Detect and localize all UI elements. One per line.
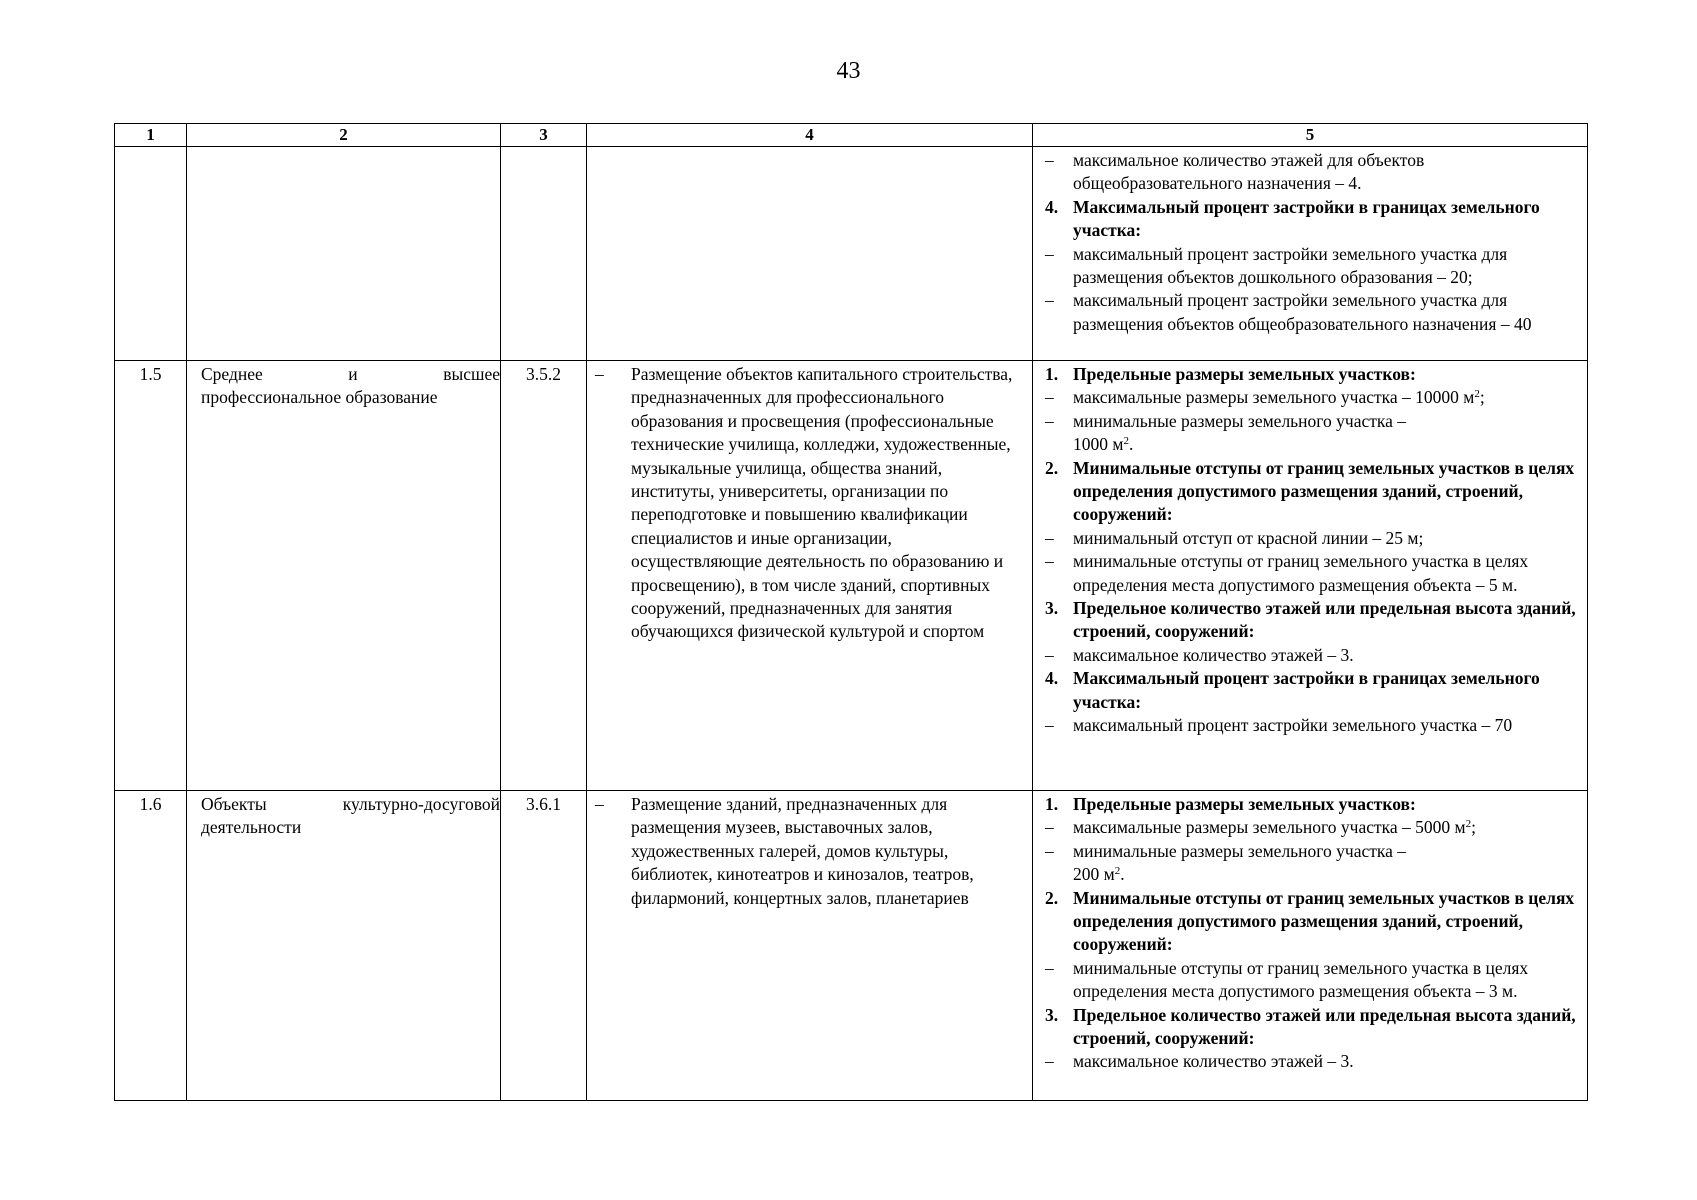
use-code: 3.5.2 bbox=[501, 361, 587, 791]
list-item: 3. Предельное количество этажей или предельная высота зданий, строений, сооружений: bbox=[1045, 598, 1576, 642]
dash-mark: – bbox=[595, 364, 604, 384]
table-row-continuation bbox=[115, 147, 1588, 361]
parameters-cell bbox=[1033, 147, 1588, 361]
column-header: 2 bbox=[187, 124, 501, 147]
column-header: 1 bbox=[115, 124, 187, 147]
parameters-cell: 1. Предельные размеры земельных участков: – максимальные размеры земельного участка – 5000 $м^2$; – минимальные размеры земельного участка – 200 $м^2$. 2. Минимальные отступы от границ земельных участков в целях определения допустимого размещения зданий, строений, сооружений: – минимальные отступы от границ земельного участка в целях определения места допустимого размещения объекта – 3 м. 3. Предельное количество этажей или предельная высота зданий, строений, сооружений: – максимальное количество этажей – 3. bbox=[1033, 791, 1588, 1101]
list-item: – максимальные размеры земельного участка – 5000 $м^2$; bbox=[1045, 817, 1476, 838]
list-item: 2. Минимальные отступы от границ земельных участков в целях определения допустимого размещения зданий, строений, сооружений: bbox=[1045, 457, 1575, 525]
list-item: 3. Предельное количество этажей или предельная высота зданий, строений, сооружений: bbox=[1045, 1004, 1576, 1049]
dash-mark: – bbox=[595, 794, 604, 814]
table-row bbox=[115, 361, 1588, 791]
list-item: – максимальное количество этажей для объектов общеобразовательного назначения – 4. bbox=[1041, 149, 1581, 196]
list-item: – минимальные отступы от границ земельного участка в целях определения места допустимого размещения объекта – 5 м. bbox=[1045, 551, 1529, 595]
list-item: 4. Максимальный процент застройки в границах земельного участка: bbox=[1045, 196, 1540, 241]
regulations-table bbox=[114, 123, 1588, 1101]
list-item: – максимальный процент застройки земельного участка – 70 bbox=[1045, 715, 1513, 736]
use-type-name: Объекты культурно-досуговой деятельности bbox=[187, 791, 501, 1101]
list-item: 4. Максимальный процент застройки в границах земельного участка: bbox=[1045, 668, 1540, 712]
list-item: – максимальный процент застройки земельного участка для размещения объектов дошкольного образования – 20; bbox=[1041, 243, 1581, 290]
use-type-name: Среднее и высшее профессиональное образование bbox=[187, 361, 501, 791]
list-item: – минимальные отступы от границ земельного участка в целях определения места допустимого размещения объекта – 3 м. bbox=[1045, 957, 1529, 1002]
dash-mark: – bbox=[1045, 243, 1054, 264]
list-item: 1. Предельные размеры земельных участков: bbox=[1045, 794, 1416, 814]
header-row bbox=[115, 124, 1588, 147]
dash-mark: – bbox=[1045, 290, 1054, 311]
row-number: 1.6 bbox=[115, 791, 187, 1101]
list-item: – максимальные размеры земельного участка – 10000 $м^2$; bbox=[1045, 387, 1485, 408]
page-number: 43 bbox=[836, 58, 861, 84]
table-row bbox=[115, 791, 1588, 1101]
list-item: – минимальные размеры земельного участка – bbox=[1045, 840, 1407, 861]
dash-mark: – bbox=[1045, 150, 1054, 170]
column-header: 3 bbox=[501, 124, 587, 147]
use-code: 3.6.1 bbox=[501, 791, 587, 1101]
parameters-cell: 1. Предельные размеры земельных участков: – максимальные размеры земельного участка – 10000 $м^2$; – минимальные размеры земельного участка – 1000 $м^2$. 2. Минимальные отступы от границ земельных участков в целях определения допустимого размещения зданий, строений, сооружений: – минимальный отступ от красной линии – 25 м; – минимальные отступы от границ земельного участка в целях определения места допустимого размещения объекта – 5 м. 3. Предельное количество этажей или предельная высота зданий, строений, сооружений: – максимальное количество этажей – 3. 4. Максимальный процент застройки в границах земельного участка: – максимальный процент застройки земельного участка – 70 bbox=[1033, 361, 1588, 791]
column-header: 4 bbox=[587, 124, 1033, 147]
list-item: 1. Предельные размеры земельных участков: bbox=[1045, 364, 1416, 384]
description-cell: – Размещение объектов капитального строительства, предназначенных для профессионального образования и просвещения (профессиональные технические училища, колледжи, художественные, музыкальные училища, общества знаний, институты, университеты, организации по переподготовке и повышению квалификации специалистов и иные организации, осуществляющие деятельность по образованию и просвещению), в том числе зданий, спортивных сооружений, предназначенных для занятия обучающихся физической культурой и спортом bbox=[587, 361, 1033, 791]
list-item: 2. Минимальные отступы от границ земельных участков в целях определения допустимого размещения зданий, строений, сооружений: bbox=[1045, 887, 1575, 955]
column-header: 5 bbox=[1033, 124, 1588, 147]
description-cell: – Размещение зданий, предназначенных для размещения музеев, выставочных залов, художественных галерей, домов культуры, библиотек, кинотеатров и кинозалов, театров, филармоний, концертных залов, планетариев bbox=[587, 791, 1033, 1101]
list-item: – максимальное количество этажей – 3. bbox=[1045, 1051, 1354, 1072]
list-item: – минимальные размеры земельного участка – bbox=[1045, 410, 1407, 431]
list-item: – минимальный отступ от красной линии – 25 м; bbox=[1045, 527, 1424, 548]
list-item: – максимальное количество этажей – 3. bbox=[1045, 644, 1354, 665]
row-number: 1.5 bbox=[115, 361, 187, 791]
list-item: – максимальный процент застройки земельного участка для размещения объектов общеобразовательного назначения – 40 bbox=[1041, 289, 1581, 336]
